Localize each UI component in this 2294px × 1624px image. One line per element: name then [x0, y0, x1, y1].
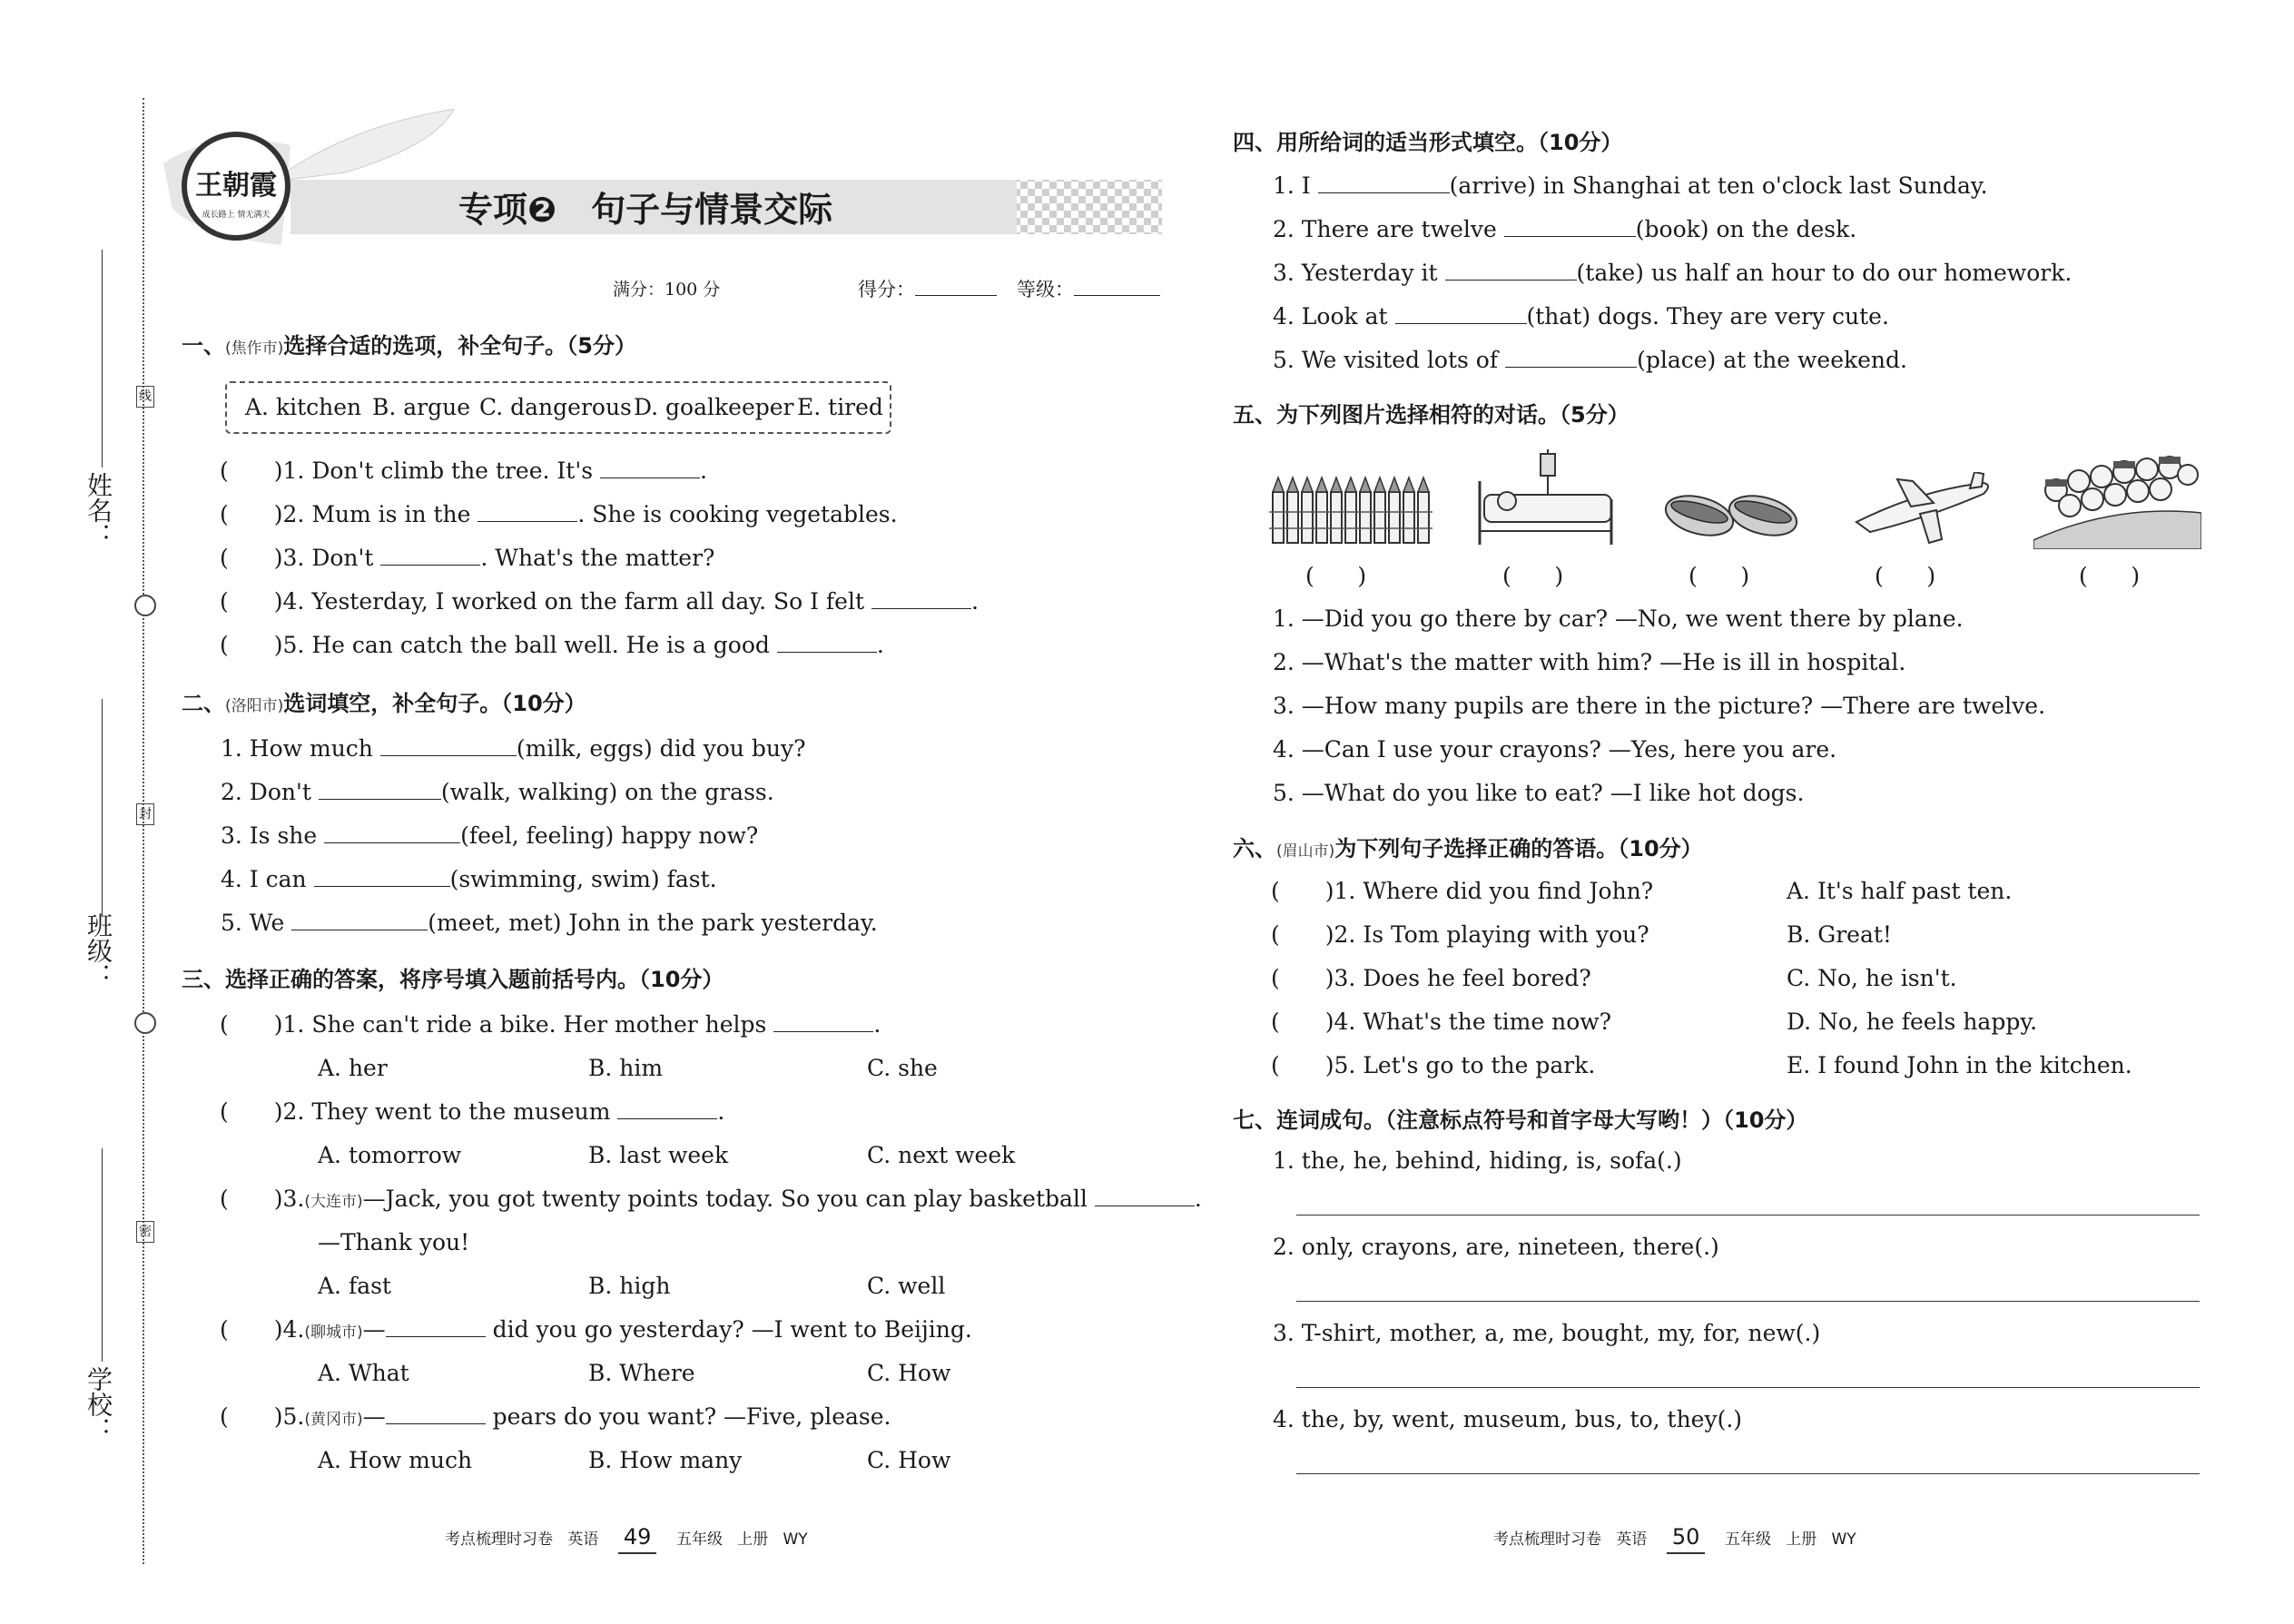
answer-blank[interactable] [773, 1011, 873, 1032]
name-underline [102, 250, 103, 468]
section4-heading: 四、用所给词的适当形式填空。（10分） [1233, 130, 1623, 155]
answer-blank[interactable] [314, 866, 450, 887]
answer-writing-line[interactable] [1296, 1387, 2200, 1388]
question-row: ( )5.(黄冈市)— pears do you want? —Five, please. [220, 1403, 891, 1430]
binding-hole-icon [134, 1012, 156, 1034]
question-row: ( )2. Is Tom playing with you? [1271, 921, 1649, 948]
picture-answer-paren[interactable]: ( ) [1875, 563, 1936, 589]
question-row: 3. Is she (feel, feeling) happy now? [221, 822, 759, 849]
cut-mark-3: 密 [136, 1221, 154, 1243]
choice-a: A. How much [318, 1447, 473, 1473]
choice-a: A. tomorrow [318, 1142, 462, 1168]
footer-left: 考点梳理时习卷 英语 49 五年级 上册 WY [445, 1521, 808, 1555]
school-underline [102, 1148, 103, 1362]
choice-c: C. How [867, 1360, 951, 1386]
answer-option: D. No, he feels happy. [1787, 1009, 2038, 1035]
question-row: ( )1. She can't ride a bike. Her mother helps . [220, 1011, 881, 1038]
choice-a: A. fast [318, 1273, 391, 1299]
word-order-prompt: 2. only, crayons, are, nineteen, there(.) [1273, 1234, 1719, 1260]
picture-answer-paren[interactable]: ( ) [1305, 563, 1367, 589]
answer-option: E. I found John in the kitchen. [1787, 1052, 2132, 1078]
logo-text: 王朝霞 [195, 170, 277, 202]
word-order-prompt: 3. T-shirt, mother, a, me, bought, my, for, new(.) [1273, 1320, 1821, 1346]
hot-dogs-picture [1661, 481, 1802, 549]
dialogue-row: 1. —Did you go there by car? —No, we went there by plane. [1273, 605, 1964, 632]
class-label: 班级： [84, 912, 113, 989]
question-row: ( )4. Yesterday, I worked on the farm all day. So I felt . [220, 588, 979, 615]
answer-blank[interactable] [1445, 260, 1577, 281]
choice-b: B. him [588, 1055, 664, 1081]
answer-blank[interactable] [478, 501, 577, 522]
picture-answer-paren[interactable]: ( ) [1502, 563, 1564, 589]
answer-blank[interactable] [1504, 216, 1636, 237]
hospital-bed-picture [1475, 445, 1616, 549]
question-row: 5. We (meet, met) John in the park yesterday. [221, 910, 878, 936]
word-bank-option-a: A. kitchen [245, 394, 362, 420]
airplane-picture [1847, 472, 1997, 549]
dialogue-row: 2. —What's the matter with him? —He is ill in hospital. [1273, 649, 1906, 675]
question-row: 1. How much (milk, eggs) did you buy? [221, 735, 806, 762]
answer-blank[interactable] [617, 1098, 717, 1119]
section6-heading: 六、(眉山市)为下列句子选择正确的答语。（10分） [1233, 836, 1703, 861]
answer-option: B. Great! [1787, 921, 1892, 948]
question-row: ( )3. Does he feel bored? [1271, 965, 1591, 991]
question-row: ( )3.(大连市)—Jack, you got twenty points today. So you can play basketball . [220, 1186, 1202, 1212]
score-blank[interactable] [915, 275, 997, 296]
binding-hole-icon [134, 595, 156, 616]
answer-blank[interactable] [380, 735, 517, 756]
choice-c: C. well [867, 1273, 946, 1299]
answer-blank[interactable] [386, 1403, 486, 1424]
answer-blank[interactable] [324, 822, 460, 843]
word-bank-option-c: C. dangerous [479, 394, 632, 420]
answer-blank[interactable] [319, 779, 441, 800]
dialogue-row: 4. —Can I use your crayons? —Yes, here you are. [1273, 736, 1837, 763]
section2-heading: 二、(洛阳市)选词填空，补全句子。（10分） [182, 691, 586, 716]
answer-blank[interactable] [1505, 347, 1637, 368]
answer-blank[interactable] [871, 588, 971, 609]
answer-blank[interactable] [380, 545, 480, 566]
question-row: ( )2. They went to the museum . [220, 1098, 725, 1125]
answer-blank[interactable] [1318, 172, 1450, 193]
brand-logo [182, 132, 290, 241]
question-row: ( )4.(聊城市)— did you go yesterday? —I went to Beijing. [220, 1316, 972, 1343]
section1-heading: 一、(焦作市)选择合适的选项，补全句子。（5分） [182, 333, 636, 359]
answer-writing-line[interactable] [1296, 1301, 2200, 1302]
choice-c: C. she [867, 1055, 938, 1081]
word-bank-option-d: D. goalkeeper [634, 394, 794, 420]
name-label: 姓名： [84, 472, 113, 548]
choice-b: B. last week [588, 1142, 729, 1168]
choice-c: C. How [867, 1447, 951, 1473]
answer-blank[interactable] [777, 632, 877, 653]
grade-label: 等级： [1017, 274, 1160, 305]
answer-blank[interactable] [600, 458, 700, 478]
grade-blank[interactable] [1074, 275, 1160, 296]
score-label: 得分： [858, 274, 997, 305]
question-row: 4. I can (swimming, swim) fast. [221, 866, 717, 892]
reply-line: —Thank you! [318, 1229, 470, 1255]
crayons-picture [1269, 474, 1433, 546]
choice-a: A. her [318, 1055, 388, 1081]
question-row: ( )4. What's the time now? [1271, 1009, 1612, 1035]
question-row: 2. Don't (walk, walking) on the grass. [221, 779, 774, 805]
question-row: ( )2. Mum is in the . She is cooking vegetables. [220, 501, 898, 527]
answer-blank[interactable] [386, 1316, 486, 1337]
cut-mark-1: 线 [136, 386, 154, 408]
binding-dotted-line [143, 98, 144, 1564]
logo-motto: 成长路上 情无满天 [202, 211, 271, 220]
choice-a: A. What [318, 1360, 409, 1386]
class-underline [102, 699, 103, 917]
word-order-prompt: 4. the, by, went, museum, bus, to, they(.) [1273, 1406, 1743, 1432]
question-row: 5. We visited lots of (place) at the weekend. [1273, 347, 1907, 373]
choice-b: B. How many [588, 1447, 743, 1473]
answer-writing-line[interactable] [1296, 1473, 2200, 1474]
question-row: ( )1. Don't climb the tree. It's . [220, 458, 707, 484]
dialogue-row: 3. —How many pupils are there in the picture? —There are twelve. [1273, 693, 2046, 719]
question-row: 3. Yesterday it (take) us half an hour to do our homework. [1273, 260, 2072, 286]
question-row: ( )3. Don't . What's the matter? [220, 545, 715, 571]
section5-heading: 五、为下列图片选择相符的对话。（5分） [1233, 402, 1629, 428]
choice-b: B. high [588, 1273, 671, 1299]
question-row: ( )5. Let's go to the park. [1271, 1052, 1596, 1078]
question-row: ( )5. He can catch the ball well. He is a good . [220, 632, 884, 658]
answer-writing-line[interactable] [1296, 1215, 2200, 1216]
dialogue-row: 5. —What do you like to eat? —I like hot dogs. [1273, 780, 1805, 806]
school-label: 学校： [84, 1366, 113, 1442]
answer-blank[interactable] [1395, 303, 1527, 324]
pupils-group-picture [2033, 449, 2201, 549]
cut-mark-2: 封 [136, 803, 154, 825]
answer-blank[interactable] [291, 910, 428, 930]
question-row: 2. There are twelve (book) on the desk. [1273, 216, 1857, 242]
section7-heading: 七、连词成句。（注意标点符号和首字母大写哟！）（10分） [1233, 1107, 1808, 1133]
answer-blank[interactable] [1095, 1186, 1195, 1206]
page-title: 专项❷ 句子与情景交际 [458, 190, 833, 230]
word-bank-option-e: E. tired [797, 394, 883, 420]
picture-answer-paren[interactable]: ( ) [1689, 563, 1750, 589]
page-number: 50 [1667, 1521, 1706, 1554]
choice-b: B. Where [588, 1360, 695, 1386]
word-order-prompt: 1. the, he, behind, hiding, is, sofa(.) [1273, 1147, 1682, 1174]
question-row: ( )1. Where did you find John? [1271, 878, 1654, 904]
footer-right: 考点梳理时习卷 英语 50 五年级 上册 WY [1493, 1521, 1856, 1555]
word-bank-option-b: B. argue [372, 394, 471, 420]
picture-answer-paren[interactable]: ( ) [2079, 563, 2141, 589]
page-number: 49 [618, 1521, 657, 1554]
section3-heading: 三、选择正确的答案，将序号填入题前括号内。（10分） [182, 967, 724, 992]
full-score: 满分：100 分 [613, 280, 721, 300]
choice-c: C. next week [867, 1142, 1016, 1168]
answer-option: A. It's half past ten. [1787, 878, 2013, 904]
question-row: 1. I (arrive) in Shanghai at ten o'clock last Sunday. [1273, 172, 1988, 199]
question-row: 4. Look at (that) dogs. They are very cute. [1273, 303, 1889, 330]
answer-option: C. No, he isn't. [1787, 965, 1957, 991]
